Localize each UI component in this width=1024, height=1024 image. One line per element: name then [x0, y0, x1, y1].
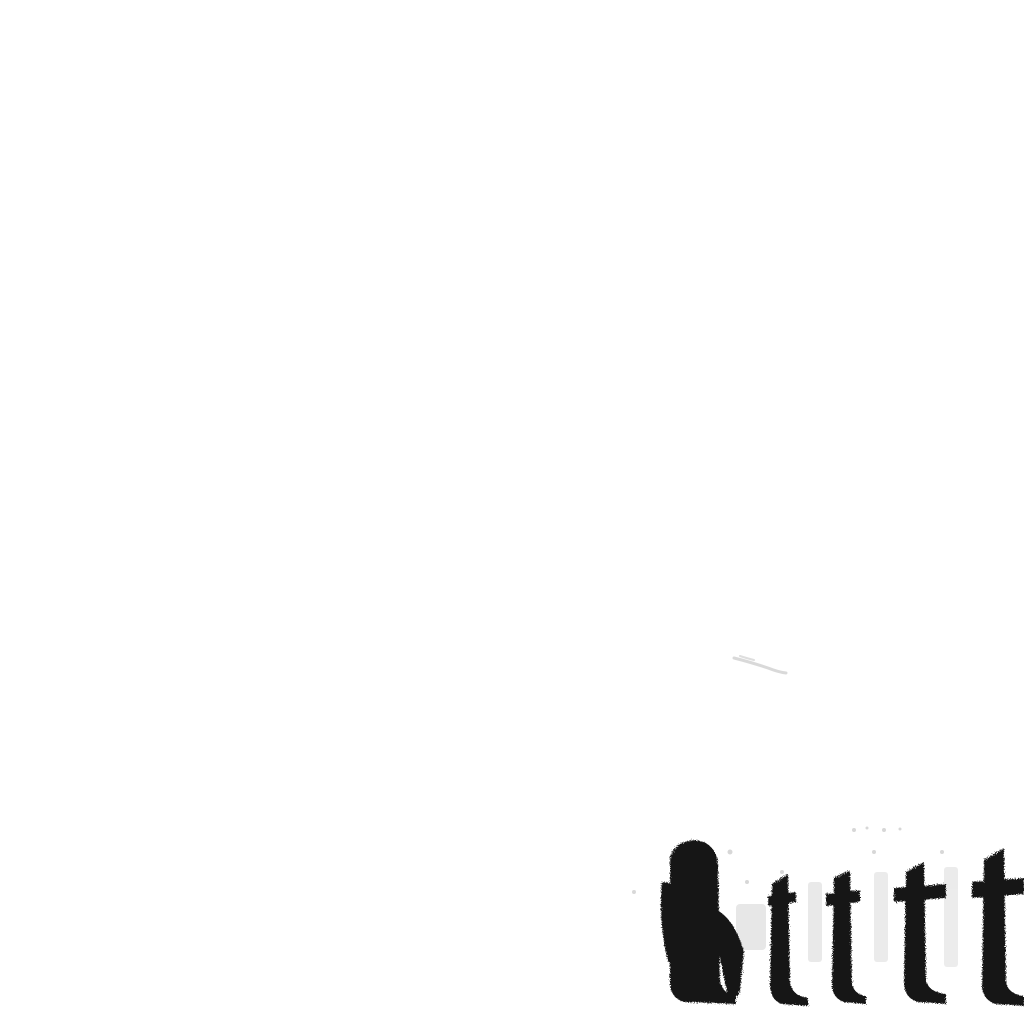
glyph-4 [894, 862, 946, 1004]
smudge-mark [728, 648, 798, 678]
glyph-1 [661, 840, 744, 1004]
glyph-2 [768, 874, 808, 1006]
distressed-glyph-strip [612, 812, 1024, 1024]
glyph-3 [826, 870, 866, 1004]
glyph-artwork [612, 812, 1024, 1024]
glyph-5 [972, 848, 1024, 1006]
